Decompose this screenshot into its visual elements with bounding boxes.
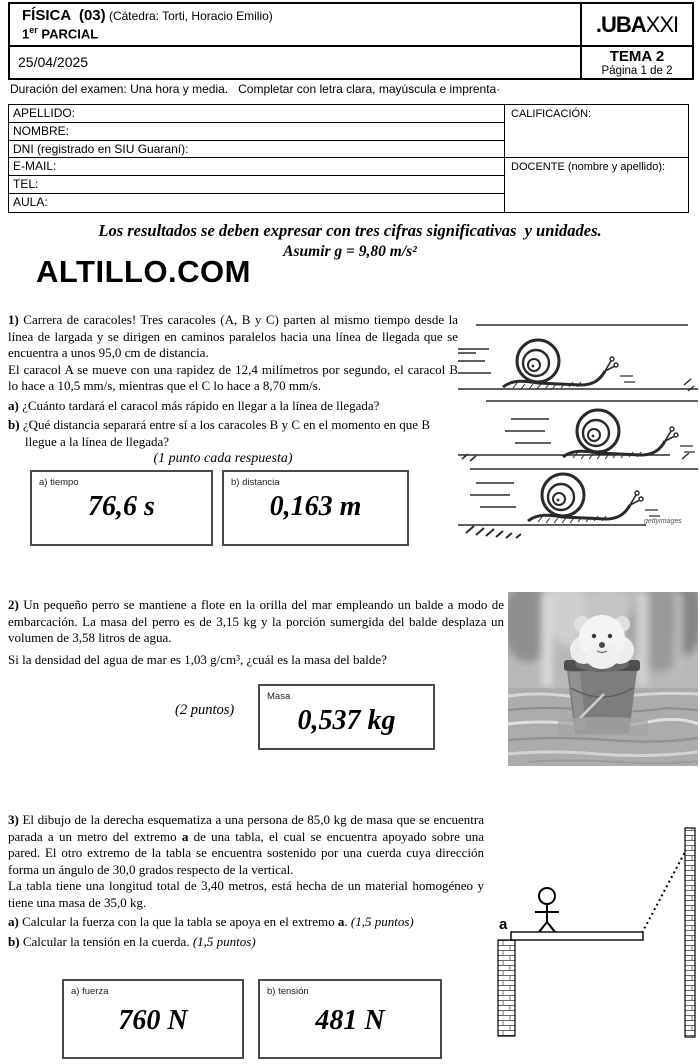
snail-a (458, 340, 635, 389)
answer-box-3b-label: b) tensión (267, 986, 309, 997)
problem3-paragraph2: La tabla tiene una longitud total de 3,40 metros, está hecha de un material homogéneo y tiene una masa de 35,0 kg. (8, 878, 484, 910)
answer-box-2 (258, 684, 435, 750)
problem2-points: (2 puntos) (175, 702, 235, 718)
header-course-cell (10, 4, 580, 45)
altillo-watermark: ALTILLO.COM (36, 254, 251, 289)
field-email: E-MAIL: (9, 158, 504, 176)
rope-dotted-line (642, 850, 686, 933)
right-brick-wall (685, 828, 695, 1037)
page-number: Página 1 de 2 (601, 65, 673, 77)
problem2-paragraph2: Si la densidad del agua de mar es 1,03 g/cm³, ¿cuál es la masa del balde? (8, 651, 387, 667)
answer-box-1a (30, 470, 213, 546)
parcial-sup: er (29, 25, 38, 35)
header-table (8, 2, 694, 80)
duration-line: Duración del examen: Una hora y media. Completar con letra clara, mayúscula e imprenta· (10, 82, 501, 96)
answer-box-3b-value: 481 N (315, 1005, 385, 1036)
logo-xxi: XXI (645, 11, 679, 37)
exam-date: 25/04/2025 (10, 45, 580, 78)
dog (570, 615, 634, 672)
image-credit: gettyimages (644, 518, 682, 525)
tema-label: TEMA 2 (609, 48, 665, 65)
problem2-text (8, 597, 504, 668)
field-dni: DNI (registrado en SIU Guaraní): (9, 141, 504, 159)
problem3-number: 3) (8, 812, 19, 827)
problem3-part-b: b) Calcular la tensión en la cuerda. (1,5 puntos) (8, 933, 256, 949)
answer-box-3a-label: a) fuerza (71, 986, 109, 997)
plank-diagram (485, 820, 700, 1064)
snail-race-illustration (458, 313, 698, 548)
gravity-notice: Asumir g = 9,80 m/s² (283, 243, 417, 260)
answer-box-1a-label: a) tiempo (39, 477, 79, 488)
course-line (22, 7, 580, 24)
problem1-number: 1) (8, 312, 19, 327)
problem1-text (8, 312, 458, 468)
answer-box-1b (222, 470, 409, 546)
snail-c (470, 474, 660, 523)
plank (511, 932, 643, 940)
parcial-num: 1 (22, 26, 30, 42)
answer-box-1b-label: b) distancia (231, 477, 280, 488)
snail-b (505, 410, 695, 459)
student-form-table (8, 104, 689, 213)
problem2-number: 2) (8, 597, 19, 612)
stick-figure (535, 888, 559, 932)
problem1-points: (1 punto cada respuesta) (153, 451, 293, 466)
left-brick-wall (498, 940, 515, 1036)
plank-end-a-label: a (499, 916, 508, 933)
problem1-paragraph1: 1) Carrera de caracoles! Tres caracoles (A, B y C) parten al mismo tiempo desde la línea de largada y se dirigen en caminos paralelos hacia una línea de llegada que se encuentra a unos 95,0 cm de distancia. (8, 312, 458, 360)
answer-box-1b-value: 0,163 m (269, 491, 362, 522)
answer-box-2-value: 0,537 kg (297, 705, 396, 736)
answer-box-3b (258, 979, 442, 1059)
field-aula: AULA: (13, 194, 48, 209)
dog-in-bucket-photo (508, 592, 698, 766)
results-notice: Los resultados se deben expresar con tres cifras significativas y unidades. (98, 221, 602, 240)
header-tema-cell (580, 45, 692, 78)
course-title: FÍSICA (03) (22, 7, 106, 24)
catedra-label: (Cátedra: Torti, Horacio Emilio) (105, 9, 273, 23)
answer-box-3a-value: 760 N (118, 1005, 188, 1036)
logo-uba: .UBA (595, 11, 646, 37)
parcial-rest: PARCIAL (37, 26, 99, 42)
problem3-part-a: a) Calcular la fuerza con la que la tabla se apoya en el extremo a. (1,5 puntos) (8, 914, 414, 929)
answer-box-2-label: Masa (267, 691, 291, 702)
parcial-line (22, 25, 580, 41)
problem1-part-a: a) ¿Cuánto tardará el caracol más rápido en llegar a la línea de llegada? (8, 397, 380, 413)
problem1-part-b: b) ¿Qué distancia separará entre sí a los caracoles B y C en el momento en que B llegue a la línea de llegada? (8, 417, 430, 449)
field-tel: TEL: (9, 176, 504, 194)
field-calificacion: CALIFICACIÓN: (504, 105, 688, 158)
field-docente: DOCENTE (nombre y apellido): (504, 158, 688, 211)
answer-box-1a-value: 76,6 s (88, 491, 155, 522)
uba-xxi-logo (580, 4, 692, 45)
field-nombre: NOMBRE: (9, 123, 504, 141)
field-apellido: APELLIDO: (9, 105, 504, 123)
problem2-paragraph1: 2) Un pequeño perro se mantiene a flote en la orilla del mar empleando un balde a modo de embarcación. La masa del perro es de 3,15 kg y la porción sumergida del balde desplaza un volumen de 3,58 litros de agua. (8, 597, 504, 645)
problem3-text (8, 812, 484, 950)
answer-box-3a (62, 979, 244, 1059)
problem1-paragraph2: El caracol A se mueve con una rapidez de 12,4 milímetros por segundo, el caracol B lo hace a 10,5 mm/s, mientras que el C lo hace a 8,70 mm/s. (8, 361, 458, 393)
problem3-paragraph1: 3) El dibujo de la derecha esquematiza a una persona de 85,0 kg de masa que se encuentra parada a un metro del extremo a de una tabla, el cual se encuentra apoyado sobre una pared. El otro extremo de la tabla se encuentra sostenido por una cuerda cuya dirección forma un ángulo de 30,0 grados respecto de la vertical. (8, 812, 484, 877)
